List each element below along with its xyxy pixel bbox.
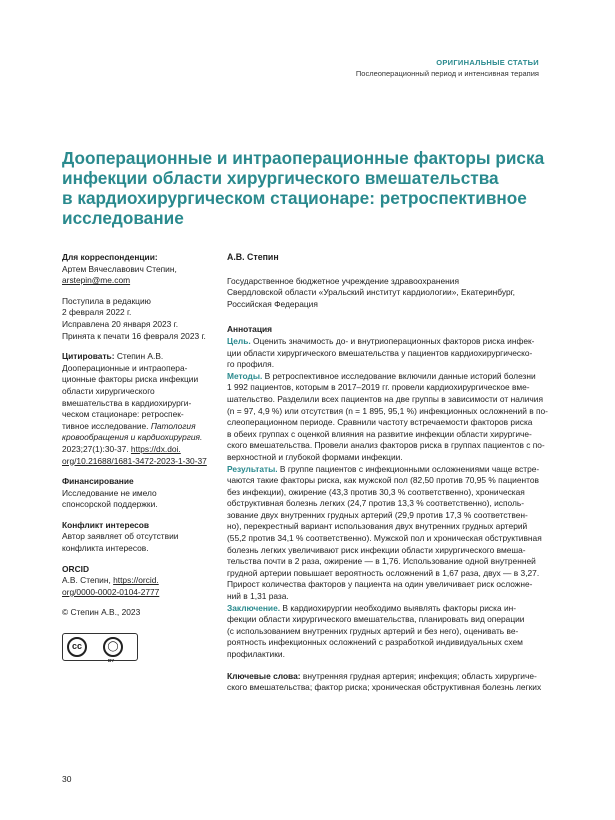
abstract-line: В ретроспективное исследование включили данные историй болезни — [262, 370, 536, 381]
correspondence-email-link[interactable]: arstepin@me.com — [62, 275, 131, 286]
cite-line: Степин А.В. — [116, 351, 164, 362]
cite-journal: Патология — [150, 420, 196, 431]
cite-line: ческом стационаре: ретроспек- — [62, 409, 184, 420]
abstract-line: шательство. Разделили всех пациентов на две группы в зависимости от наличия — [227, 393, 543, 404]
keywords-label: Ключевые слова: — [227, 670, 301, 681]
abstract-line: ции области хирургического вмешательства у пациентов кардиохирургическо- — [227, 347, 533, 358]
abstract-line: в обеих группах с оценкой влияния на развитие инфекции области хирургиче- — [227, 428, 532, 439]
abstract-heading: Аннотация — [227, 324, 273, 335]
cite-line: области хирургического — [62, 385, 155, 396]
cite-label: Цитировать: — [62, 351, 115, 362]
date-line: Исправлена 20 января 2023 г. — [62, 318, 179, 329]
date-line: Принята к печати 16 февраля 2023 г. — [62, 330, 206, 341]
cite-line: тивное исследование. — [62, 420, 149, 431]
abstract-line: но), перекрестный вариант использования двух внутренних грудных артерий — [227, 521, 528, 532]
title-line: инфекции области хирургического вмешательства — [62, 168, 499, 188]
abstract-methods — [227, 371, 552, 464]
correspondence-label: Для корреспонденции: — [62, 252, 158, 262]
abstract-line: го профиля. — [227, 359, 275, 370]
abstract-line: фекции области хирургического вмешательства, планировать вид операции — [227, 614, 525, 625]
abstract-line: 1 992 пациентов, которым в 2017–2019 гг. провели кардиохирургическое вме- — [227, 382, 530, 393]
abstract-line: без инфекции), ожирение (43,3 против 30,3 % соответственно), хроническая — [227, 486, 525, 497]
copyright: © Степин А.В., 2023 — [62, 607, 141, 618]
orcid-link[interactable]: org/0000-0002-0104-2777 — [62, 586, 160, 597]
funding-line: спонсорской поддержки. — [62, 499, 158, 510]
title-line: в кардиохирургическом стационаре: ретроспективное — [62, 188, 527, 208]
correspondence-name: Артем Вячеславович Степин, — [62, 263, 177, 274]
section-category: ОРИГИНАЛЬНЫЕ СТАТЬИ — [436, 58, 539, 67]
abstract-line: обструктивная болезнь легких (24,7 против 13,3 % соответственно), исполь- — [227, 498, 525, 509]
abstract-line: болезнь легких увеличивают риск инфекции области хирургического вмеша- — [227, 544, 526, 555]
funding-label: Финансирование — [62, 476, 134, 487]
orcid-link[interactable]: https://orcid. — [113, 575, 159, 586]
date-line: Поступила в редакцию — [62, 295, 151, 306]
cite-year: 2023;27(1):30-37. — [62, 443, 129, 454]
cite-line: вмешательства в кардиохирурги- — [62, 397, 192, 408]
abstract-line: В группе пациентов с инфекционными осложнениями чаще встре- — [277, 463, 540, 474]
results-label: Результаты. — [227, 463, 278, 474]
conflict-line: Автор заявляет об отсутствии — [62, 531, 179, 542]
conflict-label: Конфликт интересов — [62, 519, 150, 530]
orcid-name: А.В. Степин, — [62, 575, 111, 586]
sidebar — [62, 252, 217, 667]
title-line: Дооперационные и интраоперационные факторы риска — [62, 148, 545, 168]
affiliation — [227, 276, 552, 311]
abstract-line: (с использованием внутренних грудных артерий и без него), оценивать ве- — [227, 625, 519, 636]
affiliation-line: Российская Федерация — [227, 298, 318, 309]
affiliation-line: Государственное бюджетное учреждение здравоохранения — [227, 275, 459, 286]
citation-block — [62, 351, 217, 467]
abstract-line: Оценить значимость до- и внутриоперационных факторов риска инфек- — [250, 335, 535, 346]
section-subcategory: Послеоперационный период и интенсивная терапия — [355, 69, 539, 78]
dates-block — [62, 296, 217, 342]
page-number: 30 — [62, 774, 72, 784]
cite-line: ционные факторы риска инфекции — [62, 374, 199, 385]
doi-link[interactable]: org/10.21688/1681-3472-2023-1-30-37 — [62, 455, 207, 466]
cite-journal: кровообращения и кардиохирургия. — [62, 432, 203, 443]
abstract-line: В кардиохирургии необходимо выявлять факторы риска ин- — [280, 602, 517, 613]
abstract-line: Прирост количества факторов у пациента на один увеличивает риск осложне- — [227, 579, 533, 590]
keywords-line: внутренняя грудная артерия; инфекция; область хирургиче- — [300, 670, 537, 681]
abstract-aim — [227, 336, 552, 371]
affiliation-line: Свердловской области «Уральский институт кардиологии», Екатеринбург, — [227, 287, 516, 298]
abstract-line: чаются такие факторы риска, как мужской пол (82,50 против 70,95 % пациентов — [227, 475, 539, 486]
abstract-line: зование двух внутренних грудных артерий (29,9 против 17,3 % соответствен- — [227, 509, 528, 520]
abstract-line: тельства почти в 2 раза, ожирение — в 1,76. Использование одной внутренней — [227, 556, 536, 567]
abstract-line: ского вмешательства. Провели анализ факторов риска в группах пациентов с по- — [227, 440, 545, 451]
conclusion-label: Заключение. — [227, 602, 281, 613]
funding-line: Исследование не имело — [62, 487, 157, 498]
abstract-line: верхностной и глубокой формами инфекции. — [227, 451, 403, 462]
abstract-conclusion — [227, 603, 552, 661]
doi-link[interactable]: https://dx.doi. — [130, 443, 181, 454]
abstract-line: (55,2 против 34,1 % соответственно). Мужской пол и хроническая обструктивная — [227, 533, 542, 544]
orcid-label: ORCID — [62, 563, 89, 574]
aim-label: Цель. — [227, 335, 251, 346]
article-title — [62, 148, 545, 228]
abstract-line: (n = 97, 4,9 %) или отсутствия (n = 1 895, 95,1 %) инфекционных осложнений в по- — [227, 405, 548, 416]
author-name: А.В. Степин — [227, 252, 279, 262]
methods-label: Методы. — [227, 370, 263, 381]
date-line: 2 февраля 2022 г. — [62, 307, 132, 318]
cc-icon: cc — [67, 637, 87, 657]
abstract-line: профилактики. — [227, 649, 285, 659]
by-label: BY — [108, 658, 115, 664]
abstract-line: грудной артерии повышает вероятность осложнений в 1,67 раза, двух — в 3,27. — [227, 567, 540, 578]
cite-line: Дооперационные и интраопера- — [62, 362, 188, 373]
abstract-line: слеоперационном периоде. Сравнили частоту встречаемости факторов риска — [227, 417, 533, 428]
main-column — [227, 252, 552, 694]
keywords — [227, 671, 552, 694]
conflict-line: конфликта интересов. — [62, 543, 149, 554]
abstract-line: ний в 1,31 раза. — [227, 591, 289, 602]
person-icon: ◯ — [103, 637, 123, 657]
abstract-line: роятность инфекционных осложнений с разработкой индивидуальных схем — [227, 637, 523, 648]
title-line: исследование — [62, 208, 184, 228]
abstract-results — [227, 464, 552, 603]
keywords-line: ского вмешательства; фактор риска; хроническая обструктивная болезнь легких — [227, 682, 542, 693]
